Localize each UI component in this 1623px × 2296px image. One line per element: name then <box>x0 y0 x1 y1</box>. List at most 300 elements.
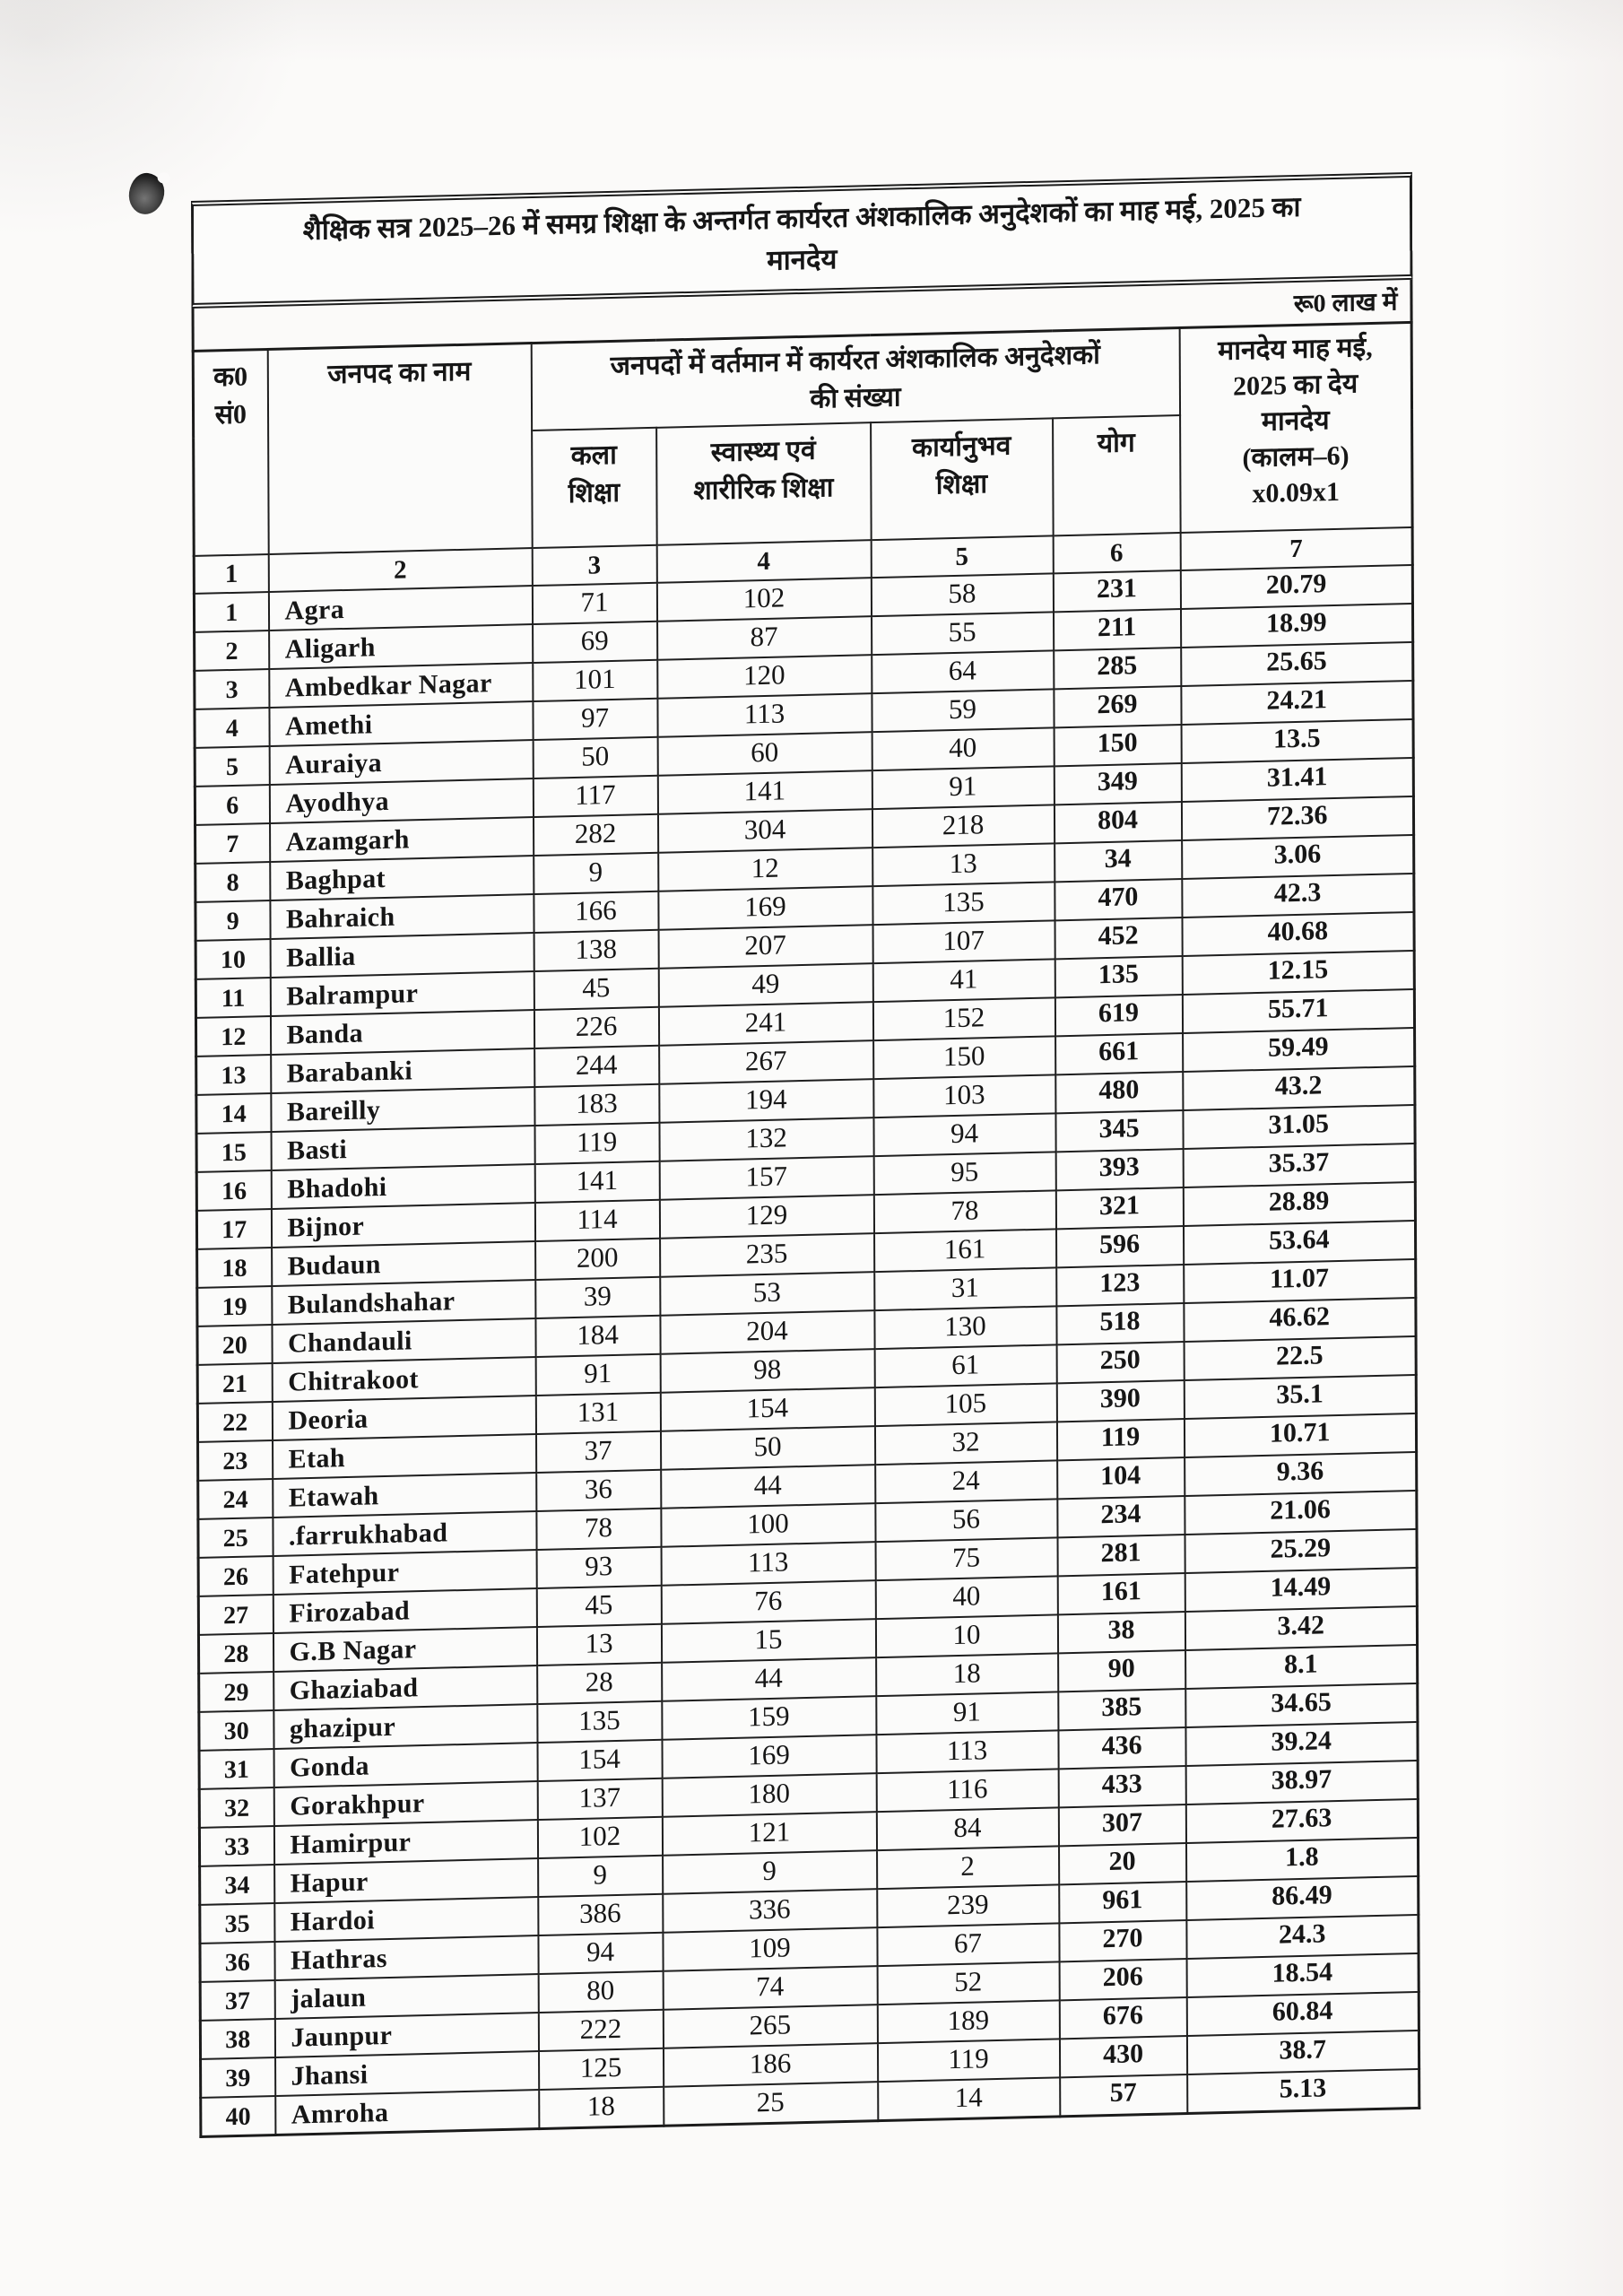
honorarium-cell: 21.06 <box>1185 1491 1417 1535</box>
health-pe-count-cell: 154 <box>660 1387 874 1431</box>
honorarium-cell: 86.49 <box>1186 1876 1419 1920</box>
total-cell: 20 <box>1059 1843 1186 1884</box>
honorarium-cell: 11.07 <box>1184 1259 1416 1303</box>
arts-count-cell: 94 <box>538 1933 663 1974</box>
honorarium-cell: 18.99 <box>1180 604 1412 648</box>
serial-cell: 6 <box>195 785 269 825</box>
arts-count-cell: 222 <box>538 2010 663 2051</box>
district-cell: ghazipur <box>273 1704 537 1749</box>
serial-header: क0 सं0 <box>193 350 268 556</box>
district-cell: Banda <box>270 1010 534 1055</box>
arts-count-cell: 166 <box>534 891 658 933</box>
serial-cell: 36 <box>200 1942 274 1982</box>
instructor-count-span-header: जनपदों में वर्तमान में कार्यरत अंशकालिक अनुदेशकों की संख्या <box>531 328 1179 431</box>
total-cell: 390 <box>1056 1380 1184 1422</box>
district-cell: Ambedkar Nagar <box>269 663 533 708</box>
district-cell: G.B Nagar <box>273 1627 536 1672</box>
serial-cell: 10 <box>195 939 270 979</box>
column-number-cell: 2 <box>268 548 532 592</box>
health-pe-count-cell: 113 <box>657 693 872 737</box>
honorarium-cell: 5.13 <box>1187 2069 1419 2114</box>
column-number-cell: 4 <box>656 540 871 583</box>
health-pe-count-cell: 169 <box>662 1735 876 1779</box>
arts-count-cell: 226 <box>534 1007 658 1048</box>
arts-count-cell: 71 <box>532 583 656 624</box>
work-exp-count-cell: 59 <box>872 689 1054 732</box>
work-exp-count-cell: 95 <box>873 1152 1055 1195</box>
column-number-cell: 3 <box>532 545 656 586</box>
honorarium-cell: 25.65 <box>1181 642 1413 686</box>
arts-count-cell: 119 <box>534 1123 659 1164</box>
health-pe-count-cell: 267 <box>659 1040 873 1084</box>
total-cell: 480 <box>1055 1072 1183 1113</box>
serial-cell: 31 <box>199 1749 273 1789</box>
serial-cell: 24 <box>198 1479 273 1519</box>
work-exp-count-cell: 58 <box>871 573 1053 616</box>
serial-cell: 11 <box>195 978 270 1018</box>
health-pe-count-cell: 9 <box>663 1850 877 1894</box>
health-pe-count-cell: 159 <box>662 1696 876 1740</box>
serial-cell: 1 <box>194 592 268 632</box>
work-exp-count-cell: 78 <box>873 1190 1055 1233</box>
arts-count-cell: 183 <box>534 1084 659 1126</box>
total-cell: 206 <box>1059 1959 1186 2000</box>
district-cell: Azamgarh <box>270 817 534 862</box>
serial-cell: 13 <box>196 1055 271 1095</box>
document-sheet <box>191 172 1420 2138</box>
work-exp-count-cell: 13 <box>872 843 1055 886</box>
serial-cell: 28 <box>198 1633 273 1674</box>
health-pe-count-cell: 180 <box>662 1773 876 1817</box>
column-number-cell: 7 <box>1180 527 1412 570</box>
hole-punch-mark <box>126 171 167 217</box>
health-pe-count-cell: 235 <box>660 1233 874 1277</box>
district-cell: Gorakhpur <box>273 1781 537 1826</box>
honorarium-cell: 22.5 <box>1184 1336 1416 1380</box>
total-cell: 285 <box>1054 648 1181 689</box>
work-exp-count-cell: 218 <box>872 804 1054 848</box>
health-pe-count-cell: 132 <box>659 1118 873 1161</box>
arts-count-cell: 141 <box>534 1161 659 1203</box>
district-cell: Gonda <box>273 1743 537 1787</box>
work-exp-count-cell: 56 <box>875 1499 1057 1542</box>
arts-count-cell: 244 <box>534 1046 659 1087</box>
district-cell: jalaun <box>274 1974 538 2019</box>
total-cell: 231 <box>1053 570 1180 612</box>
honorarium-cell: 9.36 <box>1185 1452 1417 1496</box>
arts-count-cell: 138 <box>534 930 658 971</box>
district-cell: Amroha <box>275 2090 539 2135</box>
arts-count-cell: 91 <box>535 1354 660 1396</box>
serial-cell: 23 <box>198 1440 273 1481</box>
serial-cell: 3 <box>195 669 269 709</box>
arts-count-cell: 37 <box>536 1431 661 1473</box>
honorarium-cell: 46.62 <box>1184 1298 1416 1342</box>
total-cell: 250 <box>1056 1342 1184 1383</box>
arts-count-cell: 200 <box>535 1239 660 1280</box>
serial-cell: 16 <box>196 1170 271 1211</box>
column-number-cell: 6 <box>1053 533 1180 573</box>
unit-note: रू0 लाख में <box>1293 288 1398 319</box>
arts-count-cell: 78 <box>536 1509 661 1550</box>
arts-count-cell: 39 <box>535 1277 660 1318</box>
serial-cell: 37 <box>200 1980 274 2021</box>
arts-count-cell: 28 <box>537 1663 662 1704</box>
health-pe-count-cell: 207 <box>658 925 872 969</box>
district-cell: Hapur <box>274 1858 538 1903</box>
honorarium-table <box>192 321 1421 2138</box>
work-experience-education-header: कार्यानुभव शिक्षा <box>871 418 1054 540</box>
honorarium-cell: 35.37 <box>1183 1144 1415 1187</box>
arts-count-cell: 45 <box>534 969 658 1010</box>
total-cell: 433 <box>1058 1766 1185 1807</box>
district-cell: Hamirpur <box>273 1820 537 1865</box>
total-cell: 38 <box>1057 1612 1185 1653</box>
total-cell: 321 <box>1055 1187 1183 1229</box>
work-exp-count-cell: 107 <box>872 920 1055 963</box>
arts-count-cell: 154 <box>537 1740 662 1781</box>
health-pe-count-cell: 87 <box>657 616 872 660</box>
total-cell: 349 <box>1054 763 1181 804</box>
work-exp-count-cell: 75 <box>875 1537 1057 1580</box>
honorarium-cell: 20.79 <box>1180 565 1412 609</box>
honorarium-cell: 3.42 <box>1185 1606 1417 1650</box>
health-pe-count-cell: 109 <box>663 1927 877 1971</box>
arts-count-cell: 135 <box>537 1701 662 1743</box>
honorarium-cell: 53.64 <box>1183 1221 1415 1265</box>
district-cell: Ballia <box>270 933 534 978</box>
health-pe-count-cell: 241 <box>658 1002 872 1046</box>
arts-count-cell: 137 <box>537 1779 662 1820</box>
serial-cell: 15 <box>196 1132 271 1172</box>
work-exp-count-cell: 161 <box>874 1229 1056 1272</box>
total-header: योग <box>1053 415 1181 535</box>
health-pe-count-cell: 157 <box>659 1156 873 1200</box>
health-pe-count-cell: 49 <box>658 963 872 1007</box>
total-cell: 281 <box>1057 1535 1185 1576</box>
column-number-cell: 1 <box>194 554 268 594</box>
honorarium-cell: 3.06 <box>1182 835 1414 879</box>
district-cell: Agra <box>268 586 532 631</box>
arts-count-cell: 36 <box>536 1470 661 1511</box>
health-pe-count-cell: 53 <box>660 1272 874 1316</box>
arts-count-cell: 45 <box>536 1586 661 1627</box>
serial-cell: 14 <box>196 1093 271 1134</box>
arts-count-cell: 69 <box>533 622 657 663</box>
work-exp-count-cell: 61 <box>874 1344 1056 1387</box>
district-cell: Hardoi <box>274 1897 538 1942</box>
honorarium-cell: 13.5 <box>1181 719 1413 763</box>
honorarium-cell: 12.15 <box>1182 951 1414 995</box>
total-cell: 393 <box>1055 1149 1183 1190</box>
total-cell: 452 <box>1055 918 1182 959</box>
total-cell: 470 <box>1055 879 1182 920</box>
total-cell: 34 <box>1055 840 1182 882</box>
district-header: जनपद का नाम <box>267 344 532 554</box>
serial-cell: 12 <box>195 1016 270 1057</box>
arts-count-cell: 50 <box>533 737 657 778</box>
work-exp-count-cell: 152 <box>872 997 1055 1040</box>
work-exp-count-cell: 24 <box>875 1460 1057 1503</box>
honorarium-cell: 40.68 <box>1182 912 1414 956</box>
arts-count-cell: 97 <box>533 699 657 740</box>
serial-cell: 20 <box>197 1325 272 1365</box>
honorarium-cell: 43.2 <box>1183 1066 1415 1110</box>
work-exp-count-cell: 150 <box>873 1036 1055 1079</box>
honorarium-cell: 18.54 <box>1186 1953 1419 1997</box>
health-pe-count-cell: 194 <box>659 1079 873 1123</box>
honorarium-cell: 25.29 <box>1185 1529 1417 1573</box>
total-cell: 90 <box>1058 1650 1185 1692</box>
total-cell: 234 <box>1057 1496 1185 1537</box>
work-exp-count-cell: 84 <box>876 1807 1058 1850</box>
health-pe-count-cell: 113 <box>661 1542 875 1586</box>
total-cell: 436 <box>1058 1727 1185 1769</box>
honorarium-cell: 14.49 <box>1185 1568 1417 1612</box>
work-exp-count-cell: 91 <box>876 1692 1058 1735</box>
honorarium-cell: 72.36 <box>1181 796 1413 840</box>
district-cell: Bhadohi <box>271 1164 534 1209</box>
district-cell: Etawah <box>273 1473 536 1518</box>
serial-cell: 9 <box>195 900 270 941</box>
honorarium-cell: 27.63 <box>1185 1799 1418 1843</box>
district-cell: Hathras <box>274 1935 538 1980</box>
health-pe-count-cell: 186 <box>663 2043 877 2087</box>
serial-cell: 39 <box>201 2057 275 2098</box>
serial-cell: 34 <box>200 1865 274 1905</box>
work-exp-count-cell: 32 <box>874 1422 1056 1465</box>
honorarium-cell: 59.49 <box>1183 1028 1415 1072</box>
serial-cell: 35 <box>200 1903 274 1944</box>
work-exp-count-cell: 130 <box>874 1306 1056 1349</box>
total-cell: 596 <box>1056 1226 1184 1267</box>
arts-count-cell: 18 <box>539 2087 664 2129</box>
total-cell: 161 <box>1057 1573 1185 1614</box>
serial-cell: 19 <box>197 1286 272 1326</box>
serial-cell: 40 <box>201 2096 275 2136</box>
total-cell: 385 <box>1058 1689 1185 1730</box>
health-pe-count-cell: 44 <box>662 1657 876 1701</box>
total-cell: 269 <box>1054 686 1181 727</box>
health-pe-count-cell: 265 <box>663 2005 877 2048</box>
serial-cell: 30 <box>199 1710 273 1751</box>
total-cell: 307 <box>1058 1805 1185 1846</box>
health-pe-count-cell: 121 <box>662 1812 876 1856</box>
total-cell: 135 <box>1055 956 1182 997</box>
arts-count-cell: 102 <box>537 1817 662 1858</box>
work-exp-count-cell: 52 <box>877 1961 1059 2005</box>
arts-count-cell: 282 <box>534 814 658 856</box>
work-exp-count-cell: 2 <box>877 1846 1059 1889</box>
health-pe-count-cell: 100 <box>661 1503 875 1547</box>
honorarium-cell: 34.65 <box>1185 1683 1418 1727</box>
district-cell: Baghpat <box>270 856 534 900</box>
work-exp-count-cell: 94 <box>873 1113 1055 1156</box>
honorarium-cell: 31.05 <box>1183 1105 1415 1149</box>
district-cell: .farrukhabad <box>273 1511 536 1556</box>
total-cell: 123 <box>1056 1265 1184 1306</box>
total-cell: 804 <box>1054 802 1181 843</box>
honorarium-cell: 38.7 <box>1186 2031 1419 2074</box>
serial-cell: 4 <box>195 708 269 748</box>
work-exp-count-cell: 31 <box>874 1267 1056 1310</box>
health-pe-count-cell: 74 <box>663 1966 877 2010</box>
work-exp-count-cell: 55 <box>872 612 1054 655</box>
health-pe-count-cell: 25 <box>664 2082 878 2126</box>
work-exp-count-cell: 10 <box>875 1614 1057 1657</box>
health-pe-count-cell: 15 <box>661 1619 875 1663</box>
serial-cell: 25 <box>198 1518 273 1558</box>
honorarium-cell: 38.97 <box>1185 1761 1418 1805</box>
arts-count-cell: 93 <box>536 1547 661 1588</box>
work-exp-count-cell: 116 <box>876 1769 1058 1812</box>
arts-count-cell: 80 <box>538 1971 663 2013</box>
serial-cell: 5 <box>195 746 269 787</box>
arts-count-cell: 101 <box>533 660 657 701</box>
total-cell: 661 <box>1055 1033 1183 1074</box>
column-number-cell: 5 <box>871 535 1053 578</box>
honorarium-cell: 24.3 <box>1186 1915 1419 1959</box>
arts-count-cell: 184 <box>535 1316 660 1357</box>
arts-count-cell: 9 <box>534 853 658 894</box>
health-pe-count-cell: 76 <box>661 1580 875 1624</box>
serial-cell: 38 <box>200 2019 274 2059</box>
work-exp-count-cell: 113 <box>876 1730 1058 1773</box>
honorarium-cell: 39.24 <box>1185 1722 1418 1766</box>
total-cell: 676 <box>1059 1997 1186 2039</box>
district-cell: Firozabad <box>273 1588 536 1633</box>
health-pe-count-cell: 204 <box>660 1310 874 1354</box>
total-cell: 150 <box>1054 725 1181 766</box>
health-pe-count-cell: 44 <box>661 1465 875 1509</box>
health-pe-count-cell: 12 <box>658 848 872 891</box>
arts-count-cell: 125 <box>539 2048 664 2090</box>
work-exp-count-cell: 105 <box>874 1383 1056 1426</box>
work-exp-count-cell: 41 <box>872 959 1055 1002</box>
honorarium-header: मानदेय माह मई, 2025 का देय मानदेय (कालम–6) x0.09x1 <box>1179 322 1412 533</box>
work-exp-count-cell: 103 <box>873 1074 1055 1118</box>
serial-cell: 2 <box>195 631 269 671</box>
serial-cell: 17 <box>196 1209 271 1249</box>
total-cell: 961 <box>1059 1882 1186 1923</box>
health-pe-count-cell: 120 <box>657 655 872 699</box>
health-pe-count-cell: 102 <box>656 578 871 622</box>
serial-cell: 29 <box>199 1672 273 1712</box>
work-exp-count-cell: 40 <box>872 727 1054 770</box>
honorarium-cell: 28.89 <box>1183 1182 1415 1226</box>
serial-cell: 8 <box>195 862 270 902</box>
district-cell: Amethi <box>269 701 533 746</box>
health-pe-count-cell: 129 <box>659 1195 873 1239</box>
work-exp-count-cell: 135 <box>872 882 1055 925</box>
total-cell: 430 <box>1059 2036 1186 2077</box>
work-exp-count-cell: 189 <box>877 2000 1059 2043</box>
serial-cell: 18 <box>197 1248 272 1288</box>
district-cell: Bijnor <box>271 1203 534 1248</box>
honorarium-cell: 8.1 <box>1185 1645 1418 1689</box>
honorarium-cell: 10.71 <box>1184 1413 1416 1457</box>
district-cell: Deoria <box>272 1396 535 1440</box>
honorarium-cell: 60.84 <box>1186 1992 1419 2036</box>
arts-count-cell: 13 <box>536 1624 661 1665</box>
health-pe-count-cell: 336 <box>663 1889 877 1933</box>
district-cell: Bulandshahar <box>272 1280 535 1325</box>
serial-cell: 27 <box>198 1595 273 1635</box>
total-cell: 57 <box>1060 2074 1187 2117</box>
district-cell: Aligarh <box>269 624 533 669</box>
work-exp-count-cell: 91 <box>872 766 1054 809</box>
district-cell: Bahraich <box>270 894 534 939</box>
work-exp-count-cell: 239 <box>877 1884 1059 1927</box>
serial-cell: 32 <box>199 1787 273 1828</box>
total-cell: 104 <box>1057 1457 1185 1499</box>
district-cell: Fatehpur <box>273 1550 536 1595</box>
district-cell: Ayodhya <box>269 778 533 823</box>
district-cell: Ghaziabad <box>273 1665 537 1710</box>
health-pe-count-cell: 304 <box>657 809 872 853</box>
district-cell: Auraiya <box>269 740 533 785</box>
total-cell: 119 <box>1056 1419 1184 1460</box>
district-cell: Jaunpur <box>274 2013 538 2057</box>
work-exp-count-cell: 18 <box>876 1653 1058 1696</box>
arts-count-cell: 114 <box>534 1200 659 1241</box>
serial-cell: 21 <box>197 1363 272 1404</box>
work-exp-count-cell: 14 <box>878 2077 1060 2120</box>
arts-count-cell: 386 <box>538 1894 663 1935</box>
total-cell: 518 <box>1056 1303 1184 1344</box>
honorarium-cell: 31.41 <box>1181 758 1413 802</box>
arts-count-cell: 131 <box>535 1393 660 1434</box>
arts-count-cell: 117 <box>533 776 657 817</box>
health-pe-count-cell: 60 <box>657 732 872 776</box>
work-exp-count-cell: 67 <box>877 1923 1059 1966</box>
health-pe-count-cell: 169 <box>658 886 872 930</box>
district-cell: Basti <box>271 1126 534 1170</box>
arts-count-cell: 9 <box>538 1856 663 1897</box>
serial-cell: 7 <box>195 823 270 864</box>
work-exp-count-cell: 64 <box>872 650 1054 693</box>
document-title: शैक्षिक सत्र 2025–26 में समग्र शिक्षा के अन्तर्गत कार्यरत अंशकालिक अनुदेशकों का माह मई, 2025 का मानदेय <box>302 190 1301 276</box>
district-cell: Chandauli <box>272 1318 535 1363</box>
work-exp-count-cell: 119 <box>877 2039 1059 2082</box>
work-exp-count-cell: 40 <box>875 1576 1057 1619</box>
district-cell: Balrampur <box>270 971 534 1016</box>
total-cell: 345 <box>1055 1110 1183 1152</box>
serial-cell: 22 <box>197 1402 272 1442</box>
district-cell: Jhansi <box>275 2051 539 2096</box>
honorarium-cell: 1.8 <box>1185 1838 1418 1882</box>
total-cell: 619 <box>1055 995 1182 1036</box>
honorarium-cell: 35.1 <box>1184 1375 1416 1419</box>
total-cell: 270 <box>1059 1920 1186 1961</box>
honorarium-cell: 55.71 <box>1182 989 1414 1033</box>
health-pe-count-cell: 50 <box>660 1426 874 1470</box>
honorarium-cell: 24.21 <box>1181 681 1413 725</box>
district-cell: Budaun <box>272 1241 535 1286</box>
district-cell: Barabanki <box>271 1048 534 1093</box>
health-pe-education-header: स्वास्थ्य एवं शारीरिक शिक्षा <box>656 422 872 545</box>
district-cell: Bareilly <box>271 1087 534 1132</box>
serial-cell: 26 <box>198 1556 273 1596</box>
health-pe-count-cell: 98 <box>660 1349 874 1393</box>
arts-education-header: कला शिक्षा <box>532 428 657 548</box>
serial-cell: 33 <box>199 1826 273 1866</box>
total-cell: 211 <box>1054 609 1181 650</box>
district-cell: Etah <box>273 1434 536 1479</box>
health-pe-count-cell: 141 <box>657 770 872 814</box>
honorarium-cell: 42.3 <box>1182 874 1414 918</box>
district-cell: Chitrakoot <box>272 1357 535 1402</box>
